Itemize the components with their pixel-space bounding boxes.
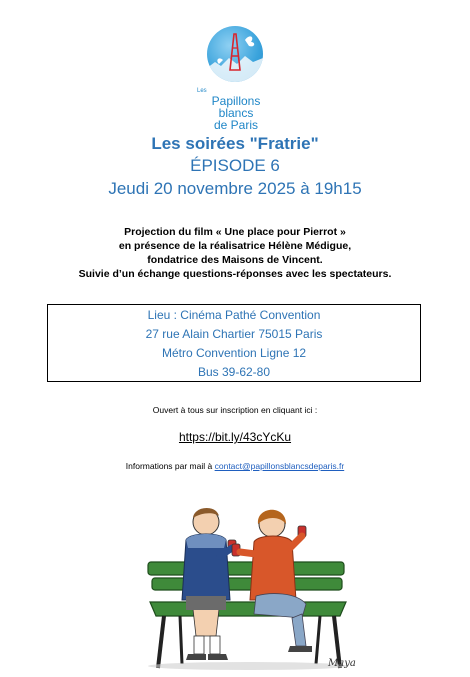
people-on-bench-drawing [120,496,360,672]
description-line: en présence de la réalisatrice Hélène Médigue, [118,240,352,252]
eiffel-butterfly-icon [207,26,263,82]
event-title: Les soirées "Fratrie" [151,134,319,153]
event-date: Jeudi 20 novembre 2025 à 19h15 [108,179,362,198]
logo-emblem [207,26,263,82]
description-line: fondatrice des Maisons de Vincent. [147,254,323,266]
contact-email-link[interactable]: contact@papillonsblancsdeparis.fr [214,461,345,471]
contact-line [0,461,470,471]
event-episode: ÉPISODE 6 [190,156,280,175]
registration-link[interactable]: https://bit.ly/43cYcKu [178,430,292,444]
venue-address: 27 rue Alain Chartier 75015 Paris [145,327,323,341]
event-description [0,225,470,281]
venue-bus: Bus 39-62-80 [197,365,271,379]
contact-prefix: Informations par mail à [125,461,215,471]
description-line: Projection du film « Une place pour Pierrot » [124,226,346,238]
logo-line-papillons: Papillons blancs [211,94,261,120]
organization-logo [193,18,279,132]
venue-box [47,304,421,382]
description-line: Suivie d’un échange questions-réponses avec les spectateurs. [78,268,392,280]
artist-signature: Maya [328,658,356,669]
logo-wordmark [193,88,279,131]
bench-illustration [120,496,360,672]
logo-line-paris: de Paris [213,118,259,132]
venue-name: Lieu : Cinéma Pathé Convention [147,308,321,322]
venue-metro: Métro Convention Ligne 12 [161,346,307,360]
registration-text: Ouvert à tous sur inscription en cliquant ici : [152,405,318,415]
event-header [0,133,470,201]
logo-line-les: Les [197,88,207,94]
